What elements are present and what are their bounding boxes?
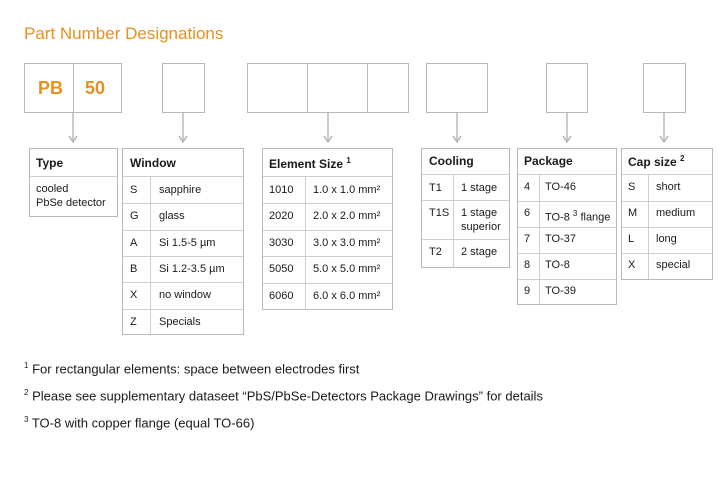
code-box-cap-size — [643, 63, 686, 113]
element-size-code: 3030 — [269, 236, 294, 249]
cooling-code: T1 — [429, 182, 442, 194]
cap-size-label: long — [656, 233, 677, 245]
cap-size-code: S — [628, 181, 636, 193]
element-size-code: 5050 — [269, 263, 294, 276]
cooling-label: 1 stage — [461, 207, 498, 219]
package-code: 4 — [524, 181, 531, 193]
package-header: Package — [524, 154, 573, 168]
window-code: S — [130, 184, 138, 196]
element-size-label: 5.0 x 5.0 mm² — [313, 263, 381, 276]
element-size-code: 1010 — [269, 184, 294, 196]
element-size-code: 2020 — [269, 210, 294, 223]
table-divider — [263, 256, 392, 257]
element-size-header: Element Size $^1$ — [269, 156, 351, 171]
package-code: 9 — [524, 285, 531, 297]
package-code: 7 — [524, 233, 531, 245]
package-label — [545, 285, 576, 298]
window-code: B — [130, 262, 138, 275]
cooling-label-line2: superior — [461, 221, 501, 233]
element-size-label: 3.0 x 3.0 mm² — [313, 236, 381, 249]
package-label — [545, 181, 576, 194]
table-divider — [123, 309, 243, 310]
package-label — [545, 233, 576, 246]
package-label-text: TO-8 — [545, 259, 570, 271]
package-label — [545, 259, 570, 272]
code-box-window — [162, 63, 205, 113]
type-header: Type — [36, 156, 64, 170]
footnote-3: $^3$ TO-8 with copper flange (equal TO-66) — [24, 415, 255, 431]
cap-size-label: medium — [656, 207, 696, 219]
window-label: no window — [159, 289, 211, 302]
table-divider — [422, 239, 509, 240]
code-box-package — [546, 63, 588, 113]
code-number-text: 50 — [85, 78, 106, 98]
element-size-label: 2.0 x 2.0 mm² — [313, 210, 381, 223]
package-label-text: TO-39 — [545, 285, 576, 297]
cap-size-code: X — [628, 259, 636, 271]
cap-size-label: special — [656, 259, 691, 271]
table-divider — [263, 283, 392, 284]
cooling-header: Cooling — [429, 154, 474, 168]
window-label: Si 1.2-3.5 µm — [159, 262, 225, 275]
table-divider — [518, 201, 616, 202]
type-desc-line2: PbSe detector — [36, 197, 106, 209]
window-label: sapphire — [159, 184, 202, 196]
element-size-code: 6060 — [269, 289, 294, 302]
package-label — [545, 207, 610, 225]
code-box-element-size-1 — [247, 63, 308, 113]
element-size-label: 6.0 x 6.0 mm² — [313, 289, 381, 302]
window-code: A — [130, 236, 138, 249]
table-divider — [123, 203, 243, 204]
table-divider — [123, 282, 243, 283]
element-size-header-sup: 1 — [346, 156, 351, 165]
window-code: Z — [130, 315, 137, 328]
cap-size-header-sup: 2 — [680, 154, 685, 163]
package-label-text: TO-37 — [545, 233, 576, 245]
cooling-label: 2 stage — [461, 246, 498, 258]
window-label: glass — [159, 210, 185, 223]
package-code: 8 — [524, 259, 531, 271]
table-divider — [518, 227, 616, 228]
package-label-tail: flange — [580, 211, 611, 224]
table-divider — [123, 256, 243, 257]
code-box-element-size-2 — [307, 63, 368, 113]
cooling-code: T1S — [429, 207, 450, 219]
footnote-1: $^1$ For rectangular elements: space between electrodes first — [24, 361, 360, 377]
window-label: Specials — [159, 315, 201, 328]
table-divider — [622, 201, 712, 202]
cap-size-code: M — [628, 207, 638, 219]
cooling-code: T2 — [429, 246, 442, 258]
code-box-element-size-3 — [367, 63, 409, 113]
window-header: Window — [130, 156, 176, 170]
cooling-label: 1 stage — [461, 182, 498, 194]
table-divider — [123, 230, 243, 231]
table-divider — [263, 203, 392, 204]
window-label: Si 1.5-5 µm — [159, 236, 216, 249]
table-divider — [518, 253, 616, 254]
table-divider — [622, 253, 712, 254]
table-divider — [622, 227, 712, 228]
table-divider — [263, 230, 392, 231]
package-label-sup: 3 — [572, 209, 578, 218]
code-box-cooling — [426, 63, 488, 113]
cap-size-header: Cap size $^2$ — [628, 154, 685, 169]
table-divider — [518, 279, 616, 280]
package-label-text: TO-46 — [545, 181, 576, 193]
table-divider — [422, 200, 509, 201]
package-code: 6 — [524, 207, 531, 219]
footnote-2: $^2$ Please see supplementary dataseet “PbS/PbSe-Detectors Package Drawings” for details — [24, 388, 543, 404]
package-label-text: TO-8 — [545, 211, 570, 224]
element-size-label: 1.0 x 1.0 mm² — [313, 184, 381, 196]
page-title: Part Number Designations — [24, 24, 224, 43]
window-code: X — [130, 289, 138, 302]
window-code: G — [130, 210, 139, 223]
type-desc-line1: cooled — [36, 183, 69, 195]
cap-size-label: short — [656, 181, 681, 193]
element-size-table — [262, 148, 393, 310]
code-prefix-text: PB — [38, 78, 64, 98]
cap-size-code: L — [628, 233, 635, 245]
